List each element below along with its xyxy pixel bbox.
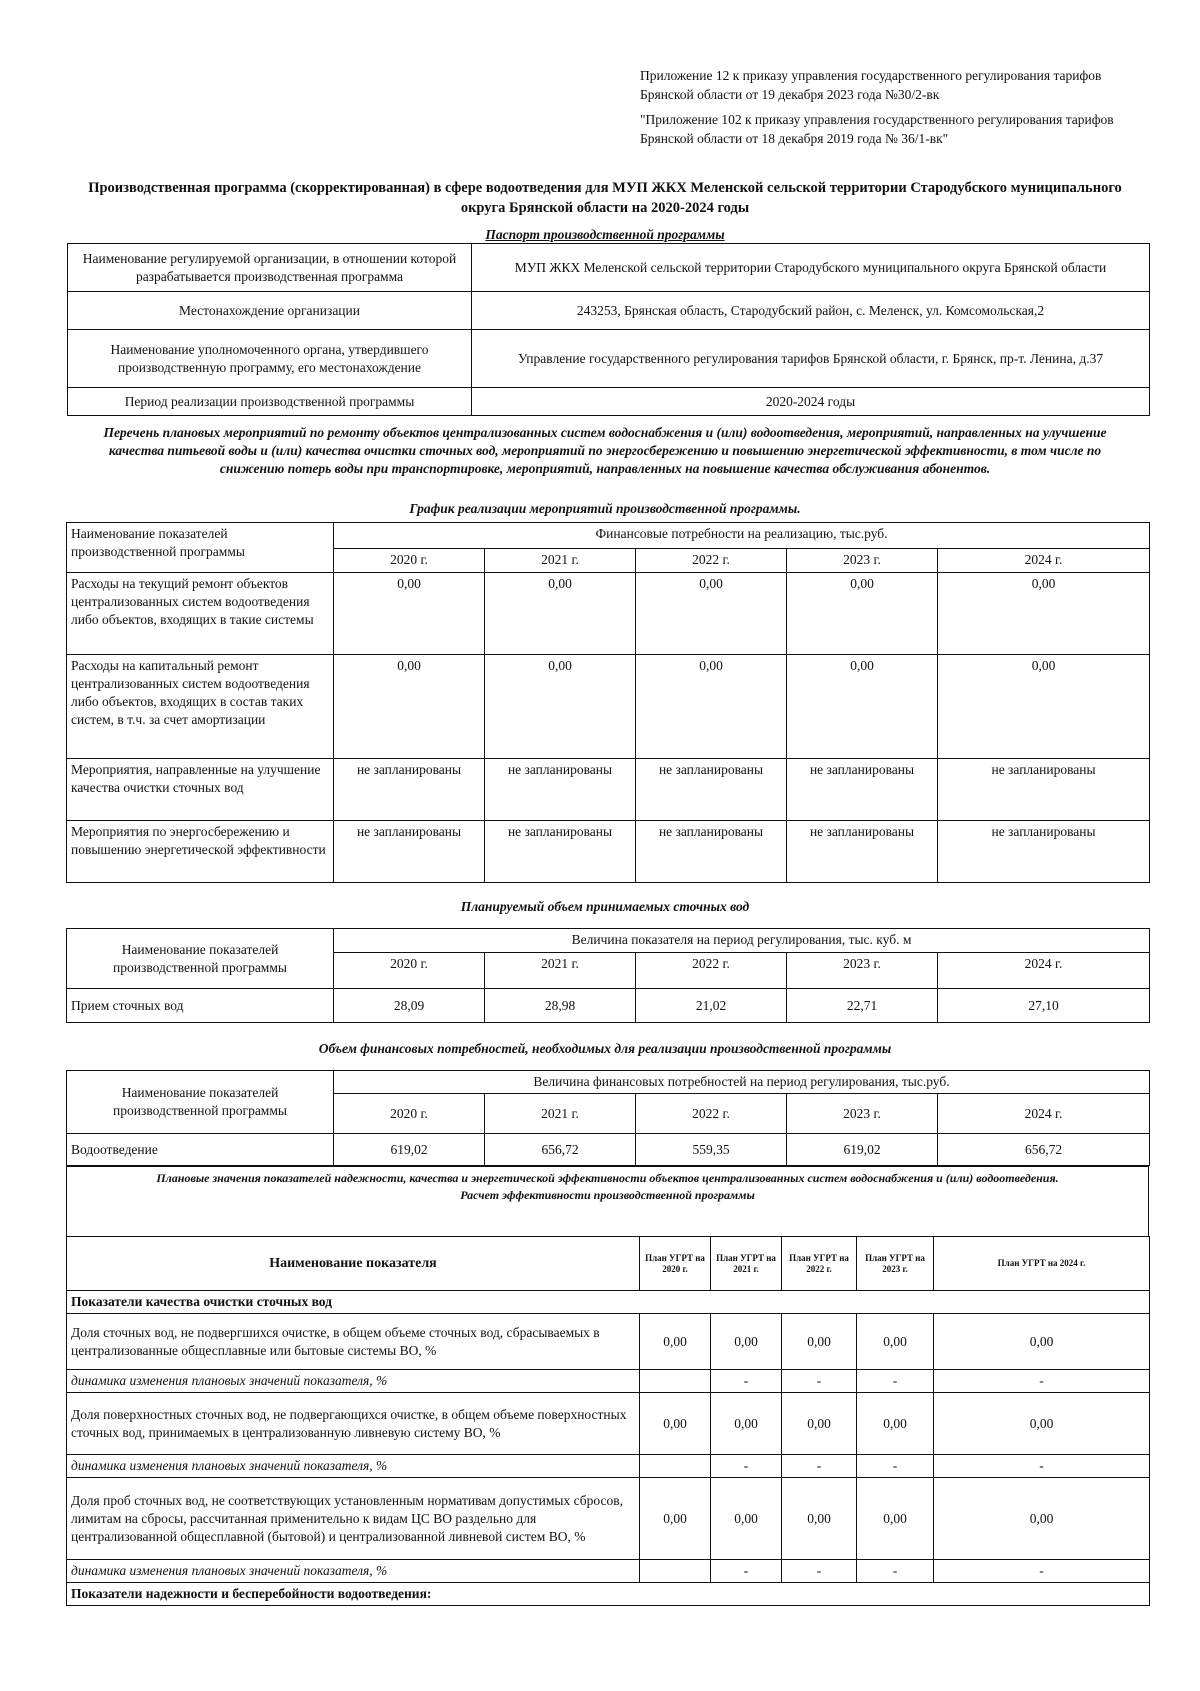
year-header: 2021 г. <box>485 1094 636 1134</box>
cell-value: 619,02 <box>334 1134 485 1166</box>
year-header: 2020 г. <box>334 1094 485 1134</box>
cell-value: - <box>857 1455 934 1478</box>
cell-value: - <box>857 1560 934 1583</box>
schedule-caption: График реализации мероприятий производственной программы. <box>409 501 801 516</box>
volume-col-group: Величина показателя на период регулирования, тыс. куб. м <box>334 929 1150 953</box>
cell-value <box>640 1560 711 1583</box>
table-row <box>67 655 1150 759</box>
cell-value: не запланированы <box>636 821 787 883</box>
cell-value: 656,72 <box>485 1134 636 1166</box>
cell-value: 0,00 <box>334 655 485 759</box>
table-row <box>67 573 1150 655</box>
row-name: Водоотведение <box>67 1134 334 1166</box>
row-name: Мероприятия, направленные на улучшение качества очистки сточных вод <box>67 759 334 821</box>
cell-value: 0,00 <box>711 1478 782 1560</box>
measures-col-group: Финансовые потребности на реализацию, тыс.руб. <box>334 523 1150 549</box>
cell-value: 0,00 <box>782 1314 857 1370</box>
section-quality: Показатели качества очистки сточных вод <box>67 1291 1150 1314</box>
year-header: 2024 г. <box>938 549 1150 573</box>
passport-row <box>68 292 1150 330</box>
table-row <box>67 759 1150 821</box>
year-header: 2024 г. <box>938 953 1150 989</box>
table-row <box>67 1370 1150 1393</box>
row-name: Прием сточных вод <box>67 989 334 1023</box>
table-row <box>67 1560 1150 1583</box>
year-header: 2021 г. <box>485 953 636 989</box>
passport-value: 2020-2024 годы <box>472 388 1150 416</box>
passport-row <box>68 244 1150 292</box>
cell-value: 0,00 <box>787 573 938 655</box>
indicators-caption: Плановые значения показателей надежности, качества и энергетической эффективности объектов централизованных систем водоснабжения и (или) водоотведения. <box>156 1171 1059 1185</box>
indicator-dynamics: динамика изменения плановых значений показателя, % <box>67 1455 640 1478</box>
efficiency-caption: Расчет эффективности производственной программы <box>460 1188 755 1202</box>
cell-value: 0,00 <box>636 573 787 655</box>
year-header: 2023 г. <box>787 953 938 989</box>
cell-value: 0,00 <box>938 573 1150 655</box>
volume-table <box>66 928 1150 1023</box>
cell-value: 0,00 <box>782 1393 857 1455</box>
indicator-name: Доля сточных вод, не подвергшихся очистке, в общем объеме сточных вод, сбрасываемых в централизованные общесплавные или бытовые системы ВО, % <box>67 1314 640 1370</box>
cell-value: 0,00 <box>857 1393 934 1455</box>
cell-value: - <box>711 1455 782 1478</box>
measures-caption: Перечень плановых мероприятий по ремонту объектов централизованных систем водоснабжения и (или) водоотведения, мероприятий, направленных на улучшение качества питьевой воды и (или) качества очистки сточных вод, мероприятий по энергосбережению и повышению энергетической эффективности, в том числе по снижению потерь воды при транспортировке, мероприятий, направленных на повышение качества обслуживания абонентов. <box>103 425 1107 476</box>
cell-value: 0,00 <box>636 655 787 759</box>
cell-value: не запланированы <box>938 821 1150 883</box>
indicators-table <box>66 1236 1150 1606</box>
passport-label: Наименование уполномоченного органа, утвердившего производственную программу, его местонахождение <box>68 330 472 388</box>
cell-value: 0,00 <box>640 1478 711 1560</box>
cell-value <box>640 1455 711 1478</box>
cell-value: 0,00 <box>485 573 636 655</box>
cell-value: не запланированы <box>485 821 636 883</box>
measures-table <box>66 522 1150 883</box>
table-row <box>67 989 1150 1023</box>
cell-value: 0,00 <box>782 1478 857 1560</box>
plan-header: План УГРТ на 2024 г. <box>934 1237 1150 1291</box>
cell-value: не запланированы <box>636 759 787 821</box>
indicators-caption-box <box>66 1166 1149 1237</box>
finance-table <box>66 1070 1150 1166</box>
table-row <box>67 821 1150 883</box>
cell-value: 656,72 <box>938 1134 1150 1166</box>
indicator-name: Доля проб сточных вод, не соответствующих установленным нормативам допустимых сбросов, лимитам на сбросы, рассчитанная применительно к видам ЦС ВО раздельно для централизованной общесплавной (бытовой) и централизованной ливневой систем ВО, % <box>67 1478 640 1560</box>
row-name: Расходы на текущий ремонт объектов централизованных систем водоотведения либо объектов, входящих в такие системы <box>67 573 334 655</box>
cell-value: 0,00 <box>787 655 938 759</box>
passport-label: Период реализации производственной программы <box>68 388 472 416</box>
cell-value: 0,00 <box>334 573 485 655</box>
measures-col-name: Наименование показателей производственной программы <box>67 523 334 573</box>
year-header: 2023 г. <box>787 1094 938 1134</box>
indicator-dynamics: динамика изменения плановых значений показателя, % <box>67 1560 640 1583</box>
cell-value: - <box>711 1560 782 1583</box>
table-row <box>67 1478 1150 1560</box>
plan-header: План УГРТ на 2022 г. <box>782 1237 857 1291</box>
cell-value: 619,02 <box>787 1134 938 1166</box>
cell-value: - <box>782 1370 857 1393</box>
passport-value: Управление государственного регулирования тарифов Брянской области, г. Брянск, пр-т. Ленина, д.37 <box>472 330 1150 388</box>
cell-value: не запланированы <box>485 759 636 821</box>
cell-value: 21,02 <box>636 989 787 1023</box>
cell-value: - <box>934 1455 1150 1478</box>
cell-value: - <box>934 1560 1150 1583</box>
cell-value: - <box>934 1370 1150 1393</box>
cell-value: 28,98 <box>485 989 636 1023</box>
cell-value: 28,09 <box>334 989 485 1023</box>
cell-value: 0,00 <box>640 1393 711 1455</box>
cell-value: 0,00 <box>857 1478 934 1560</box>
row-name: Расходы на капитальный ремонт централизованных систем водоотведения либо объектов, входящих в состав таких систем, в т.ч. за счет амортизации <box>67 655 334 759</box>
cell-value: 27,10 <box>938 989 1150 1023</box>
cell-value: - <box>857 1370 934 1393</box>
indicator-name: Доля поверхностных сточных вод, не подвергающихся очистке, в общем объеме поверхностных сточных вод, принимаемых в централизованную ливневую систему ВО, % <box>67 1393 640 1455</box>
plan-header: План УГРТ на 2021 г. <box>711 1237 782 1291</box>
year-header: 2022 г. <box>636 953 787 989</box>
table-row <box>67 1455 1150 1478</box>
year-header: 2020 г. <box>334 549 485 573</box>
year-header: 2022 г. <box>636 549 787 573</box>
cell-value: 0,00 <box>934 1314 1150 1370</box>
passport-caption: Паспорт производственной программы <box>485 227 725 242</box>
row-name: Мероприятия по энергосбережению и повышению энергетической эффективности <box>67 821 334 883</box>
table-row <box>67 1134 1150 1166</box>
passport-value: МУП ЖКХ Меленской сельской территории Стародубского муниципального округа Брянской области <box>472 244 1150 292</box>
cell-value: 0,00 <box>934 1393 1150 1455</box>
section-reliability: Показатели надежности и бесперебойности водоотведения: <box>67 1583 1150 1606</box>
cell-value: 0,00 <box>934 1478 1150 1560</box>
cell-value <box>640 1370 711 1393</box>
appendix-note-1: Приложение 12 к приказу управления государственного регулирования тарифов Брянской области от 19 декабря 2023 года №30/2-вк <box>640 68 1102 102</box>
cell-value: 559,35 <box>636 1134 787 1166</box>
year-header: 2021 г. <box>485 549 636 573</box>
cell-value: не запланированы <box>334 759 485 821</box>
volume-caption: Планируемый объем принимаемых сточных вод <box>460 899 750 914</box>
finance-col-group: Величина финансовых потребностей на период регулирования, тыс.руб. <box>334 1071 1150 1094</box>
cell-value: не запланированы <box>938 759 1150 821</box>
cell-value: - <box>782 1455 857 1478</box>
cell-value: не запланированы <box>787 759 938 821</box>
cell-value: 0,00 <box>485 655 636 759</box>
cell-value: 0,00 <box>938 655 1150 759</box>
cell-value: 0,00 <box>857 1314 934 1370</box>
plan-header: План УГРТ на 2023 г. <box>857 1237 934 1291</box>
table-row <box>67 1314 1150 1370</box>
year-header: 2023 г. <box>787 549 938 573</box>
table-row <box>67 1393 1150 1455</box>
cell-value: 0,00 <box>640 1314 711 1370</box>
year-header: 2024 г. <box>938 1094 1150 1134</box>
document-title: Производственная программа (скорректированная) в сфере водоотведения для МУП ЖКХ Меленской сельской территории Стародубского муниципального округа Брянской области на 2020-2024 годы <box>88 180 1122 216</box>
cell-value: не запланированы <box>787 821 938 883</box>
passport-table <box>67 243 1150 416</box>
passport-label: Местонахождение организации <box>68 292 472 330</box>
finance-col-name: Наименование показателей производственной программы <box>67 1071 334 1134</box>
cell-value: - <box>782 1560 857 1583</box>
cell-value: 0,00 <box>711 1314 782 1370</box>
passport-label: Наименование регулируемой организации, в отношении которой разрабатывается производственная программа <box>68 244 472 292</box>
volume-col-name: Наименование показателей производственной программы <box>67 929 334 989</box>
indicator-dynamics: динамика изменения плановых значений показателя, % <box>67 1370 640 1393</box>
passport-row <box>68 388 1150 416</box>
passport-value: 243253, Брянская область, Стародубский район, с. Меленск, ул. Комсомольская,2 <box>472 292 1150 330</box>
year-header: 2020 г. <box>334 953 485 989</box>
indicator-col-name: Наименование показателя <box>67 1237 640 1291</box>
cell-value: 22,71 <box>787 989 938 1023</box>
plan-header: План УГРТ на 2020 г. <box>640 1237 711 1291</box>
cell-value: не запланированы <box>334 821 485 883</box>
cell-value: 0,00 <box>711 1393 782 1455</box>
cell-value: - <box>711 1370 782 1393</box>
year-header: 2022 г. <box>636 1094 787 1134</box>
appendix-note-2: "Приложение 102 к приказу управления государственного регулирования тарифов Брянской области от 18 декабря 2019 года № 36/1-вк" <box>640 112 1114 146</box>
finance-caption: Объем финансовых потребностей, необходимых для реализации производственной программы <box>318 1041 892 1056</box>
passport-row <box>68 330 1150 388</box>
